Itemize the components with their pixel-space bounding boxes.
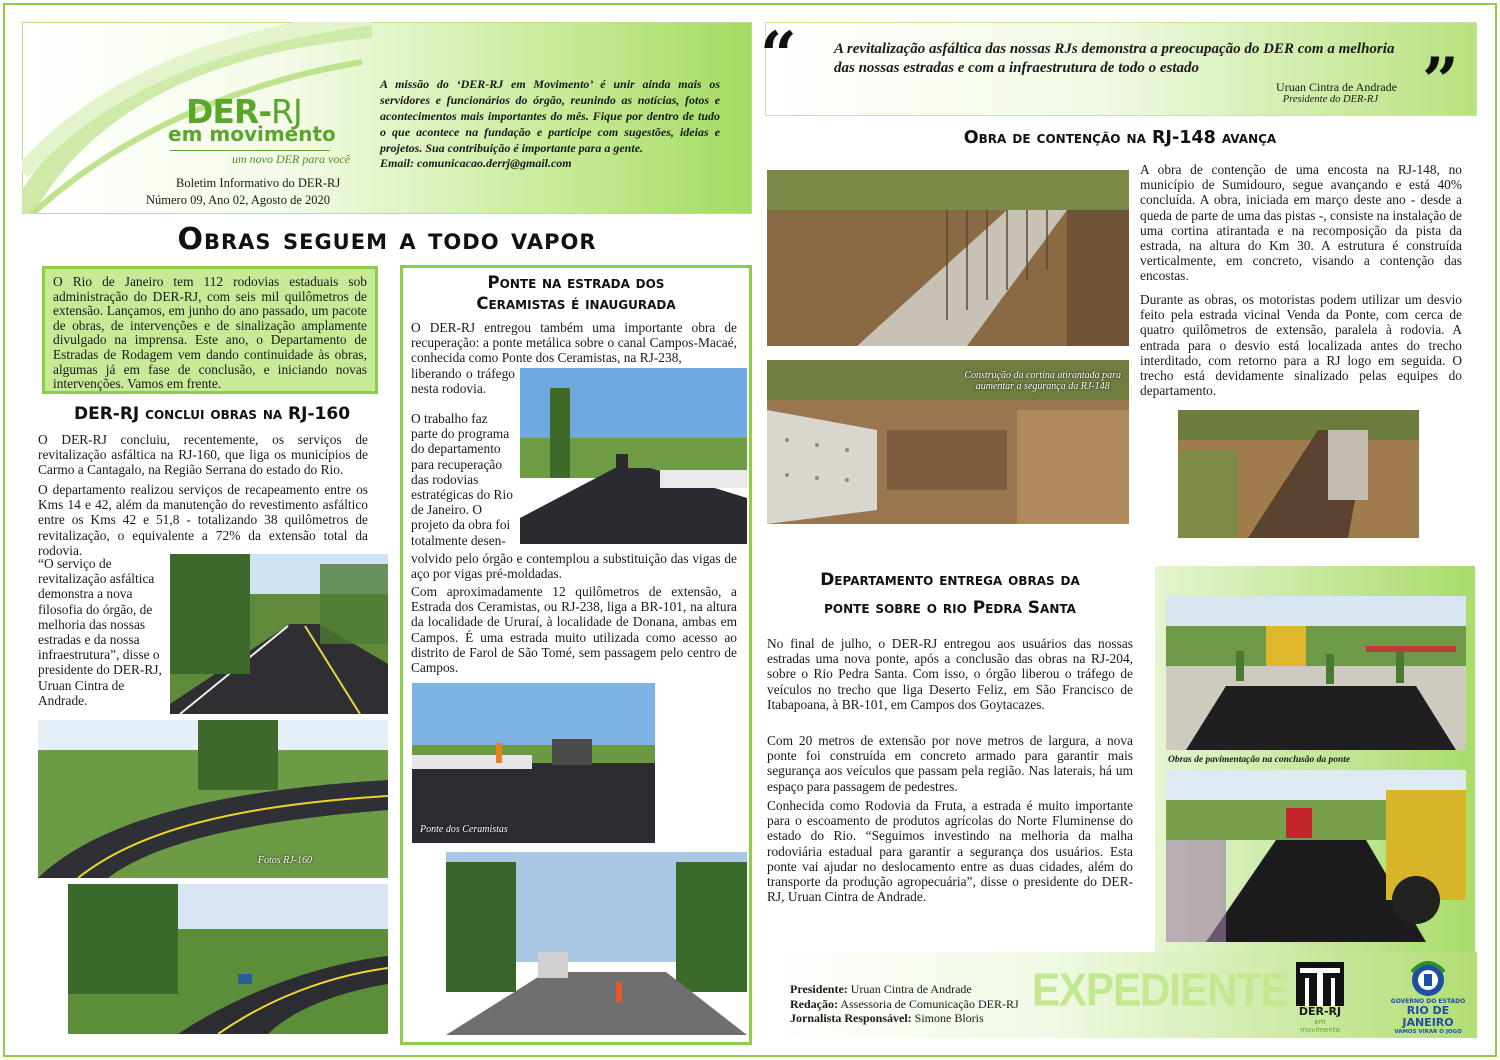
mission-text: A missão do ‘DER-RJ em Movimento’ é unir ainda mais os servidores e funcionários do órgão, reunindo as notícias, fotos e acontecimentos mais importantes do mês. Fique por dentro de tudo o que acontece na fundação e participe com sugestões, ideias e projetos. Sua contribuição é importante para a gente. <box>380 77 720 155</box>
rj148-photo-2 <box>767 360 1129 524</box>
issue-info: Número 09, Ano 02, Agosto de 2020 <box>146 193 331 207</box>
governo-rj-logo-line-2: RIO DE JANEIRO <box>1402 1004 1454 1029</box>
rj160-photo-3 <box>68 884 388 1034</box>
rj160-p3: “O serviço de revitalização asfáltica demonstra a nova filosofia do órgão, de melhoria das nossas estradas e da nossa infraestrutura”, disse o presidente do DER-RJ, Uruan Cintra de Andrade. <box>38 556 162 708</box>
ceramistas-title-line-1: Ponte na estrada dos <box>487 273 665 292</box>
credit-newsroom <box>790 997 1019 1012</box>
pedra-santa-p3: Conhecida como Rodovia da Fruta, a estrada é muito importante para o escoamento de produtos agrícolas do Norte Fluminense do estado do Rio. “Seguimos investindo na melhoria da malha rodoviária estadual para garantir a segurança dos usuários. Esta ponte vai ajudar no deslocamento entre as duas cidades, além do transporte da produção agropecuária”, disse o presidente do DER-RJ, Uruan Cintra de Andrade. <box>767 798 1133 905</box>
quote-close-mark: ” <box>1422 44 1459 119</box>
rj160-photo-2 <box>38 720 388 878</box>
governo-rj-logo-line-3: VAMOS VIRAR O JOGO <box>1394 1029 1462 1035</box>
quote-open-mark: “ <box>760 18 797 93</box>
rj148-photo-caption <box>964 370 1121 392</box>
rj160-photo-caption: Fotos RJ-160 <box>257 855 312 866</box>
ceramistas-photo-2 <box>412 683 655 843</box>
contact-email: Email: comunicacao.derrj@gmail.com <box>380 156 572 170</box>
pedra-santa-p1: No final de julho, o DER-RJ entregou aos usuários das nossas estradas uma nova ponte, após a conclusão das obras na RJ-204, sobre o Rio Pedra Santa. Com isso, o órgão liberou o tráfego de veículos no trecho que liga Deserto Feliz, em São Francisco de Itabapoana, à BR-101, em Campos dos Goytacazes. <box>767 636 1133 712</box>
main-headline: Obras seguem a todo vapor <box>177 222 597 257</box>
expediente-title: EXPEDIENTE <box>1032 963 1289 1016</box>
governo-rj-logo <box>1388 958 1468 1034</box>
ceramistas-photo-caption: Ponte dos Ceramistas <box>420 824 508 835</box>
ceramistas-title <box>400 272 752 314</box>
pedra-santa-title-line-1: Departamento entrega obras da <box>820 570 1080 590</box>
ceramistas-photo-3 <box>446 852 747 1035</box>
credit-newsroom-value: Assessoria de Comunicação DER-RJ <box>840 996 1019 1011</box>
rj148-title: Obra de contenção na RJ-148 avança <box>963 128 1277 148</box>
credit-journalist-value: Simone Bloris <box>914 1011 984 1025</box>
pedra-santa-title-line-2: ponte sobre o rio Pedra Santa <box>824 598 1076 618</box>
bulletin-name: Boletim Informativo do DER-RJ <box>176 176 341 190</box>
pedra-santa-title <box>770 566 1130 622</box>
der-rj-footer-logo-text: DER-RJ <box>1298 1005 1342 1018</box>
credit-newsroom-label: Redação: <box>790 996 838 1011</box>
pull-quote-role: Presidente do DER-RJ <box>1282 94 1378 105</box>
pedra-santa-photo-1 <box>1166 596 1466 750</box>
state-coat-of-arms-icon <box>1406 958 1450 998</box>
logo-title-der: DER- <box>186 92 272 131</box>
ceramistas-title-line-2: Ceramistas é inaugurada <box>476 294 676 313</box>
credit-journalist <box>790 1011 1019 1026</box>
credit-president <box>790 982 1019 997</box>
rj160-p2: O departamento realizou serviços de recapeamento entre os Kms 14 e 42, além da manutenção do revestimento asfáltico entre os Kms 42 e 51,8 - totalizando 38 quilômetros de revitalização, o equivalente a 72% da extensão total da rodovia. <box>38 482 368 558</box>
rj148-p2: Durante as obras, os motoristas podem utilizar um desvio feito pela estrada vicinal Venda da Ponte, com cerca de quatro quilômetros de extensão, paralela à rodovia. A entrada para o desvio está localizada antes do trecho interditado, com retorno para a RJ logo em seguida. O trecho está devidamente sinalizado pelas equipes do departamento. <box>1140 292 1462 399</box>
credit-president-label: Presidente: <box>790 982 848 996</box>
der-rj-footer-logo-sub: em movimento <box>1300 1018 1340 1034</box>
rj148-photo-caption-line-2: aumentar a segurança da RJ-148 <box>975 381 1110 392</box>
ceramistas-p2b: volvido pelo órgão e contemplou a substituição das vigas de aço por vigas pré-moldadas. <box>411 551 737 582</box>
pull-quote-author: Uruan Cintra de Andrade <box>1276 80 1397 94</box>
rj148-photo-3 <box>1178 410 1419 538</box>
ceramistas-p1a: O DER-RJ entregou também uma importante obra de recuperação: a ponte metálica sobre o canal Campos-Macaé, conhecida como Ponte dos Ceramistas, na RJ-238, <box>411 320 737 366</box>
credit-president-value: Uruan Cintra de Andrade <box>850 982 972 996</box>
intro-box <box>42 266 378 394</box>
ceramistas-photo-1 <box>520 368 747 544</box>
pedra-santa-photo-caption: Obras de pavimentação na conclusão da ponte <box>1168 755 1351 765</box>
pedra-santa-p2: Com 20 metros de extensão por nove metros de largura, a nova ponte foi construída em concreto armado para garantir mais segurança aos veículos que passam pela região. Nas laterais, há um espaço para passagem de pedestres. <box>767 733 1133 794</box>
logo-subtitle: em movimento <box>168 122 336 146</box>
der-rj-footer-logo <box>1296 962 1344 1034</box>
rj148-p1: A obra de contenção de uma encosta na RJ-148, no município de Sumidouro, segue avançando e está 40% concluída. A obra, iniciada em março deste ano - desde a queda de parte de uma das pistas -, consiste na instalação de uma cortina atirantada e na recomposição da pista da estrada, na altura do Km 30. A estrutura é construída verticalmente, em concreto, visando a contenção das encostas. <box>1140 162 1463 284</box>
rj160-p1: O DER-RJ concluiu, recentemente, os serviços de revitalização asfáltica na RJ-160, que liga os municípios de Carmo a Cantagalo, na Região Serrana do estado do Rio. <box>38 432 368 478</box>
logo-underline <box>170 150 330 151</box>
ceramistas-p3: Com aproximadamente 12 quilômetros de extensão, a Estrada dos Ceramistas, ou RJ-238, liga a BR-101, na altura da localidade de Ururaí, à localidade de Donana, ambas em Campos. É uma estrada muito utilizada como acesso ao distrito de Farol de São Tomé, sem passagem pelo centro de Campos. <box>411 584 737 676</box>
pull-quote-text: A revitalização asfáltica das nossas RJs demonstra a preocupação do DER com a melhoria das nossas estradas e com a infraestrutura de todo o estado <box>834 41 1395 76</box>
credit-journalist-label: Jornalista Responsável: <box>790 1011 912 1025</box>
logo-title-rj: RJ <box>271 92 302 131</box>
road-logo-icon <box>1296 962 1344 1006</box>
ceramistas-p2a: O trabalho faz parte do programa do departamento para recuperação das rodovias estratégicas do Rio de Janeiro. O projeto da obra foi totalmente desen- <box>411 411 513 548</box>
pedra-santa-photo-2 <box>1166 770 1466 942</box>
intro-text: O Rio de Janeiro tem 112 rodovias estaduais sob administração do DER-RJ, com seis mil quilômetros de extensão. Lançamos, em junho do ano passado, um pacote de obras, de intervenções e de sinalização amplamente divulgado na imprensa. Este ano, o Departamento de Estradas de Rodagem vem dando continuidade às obras, algumas já em fase de conclusão, e iniciando novas intervenções. Vamos em frente. <box>53 274 367 392</box>
rj148-photo-caption-line-1: Construção da cortina atirantada para <box>964 370 1121 381</box>
expediente-credits <box>790 982 1019 1026</box>
ceramistas-p1b: liberando o tráfego nesta rodovia. <box>411 366 515 397</box>
rj160-photo-1 <box>170 554 388 714</box>
tagline: um novo DER para você <box>232 152 350 166</box>
rj160-title: DER-RJ conclui obras na RJ-160 <box>73 404 351 424</box>
rj148-photo-1 <box>767 170 1129 346</box>
governo-rj-logo-line-1: GOVERNO DO ESTADO <box>1390 998 1466 1005</box>
